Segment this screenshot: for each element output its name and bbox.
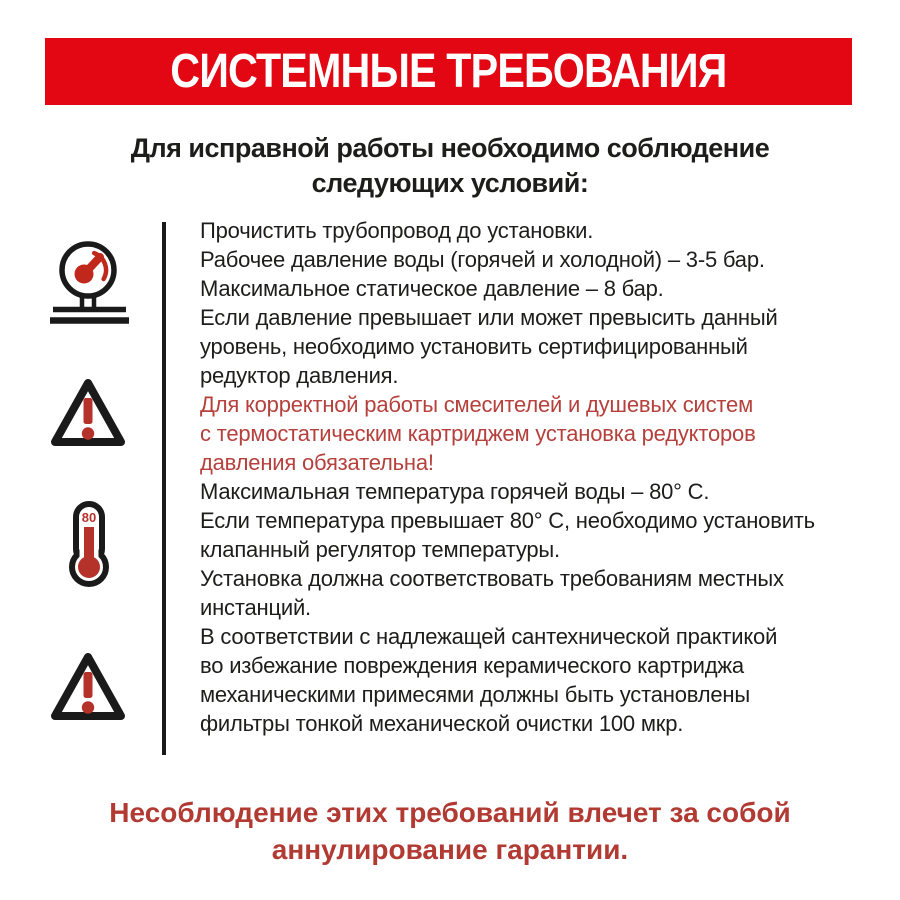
requirement-line: Рабочее давление воды (горячей и холодной) – 3-5 бар. <box>200 247 765 272</box>
requirement-line: уровень, необходимо установить сертифицированный <box>200 334 748 359</box>
requirement-line: Прочистить трубопровод до установки. <box>200 218 594 243</box>
requirement-line: редуктор давления. <box>200 363 399 388</box>
requirement-line: механическими примесями должны быть установлены <box>200 682 750 707</box>
thermometer-icon <box>68 500 110 593</box>
subtitle-line-2: следующих условий: <box>311 168 589 198</box>
requirement-line: В соответствии с надлежащей сантехнической практикой <box>200 624 778 649</box>
subtitle <box>0 131 900 201</box>
requirement-line-warning: давления обязательна! <box>200 450 434 475</box>
requirement-line-warning: с термостатическим картриджем установка редукторов <box>200 421 756 446</box>
thermometer-label: 80 <box>81 510 97 525</box>
requirements-list <box>200 216 868 738</box>
requirement-line-warning: Для корректной работы смесителей и душевых систем <box>200 392 754 417</box>
requirement-line: Если температура превышает 80° C, необходимо установить <box>200 508 815 533</box>
vertical-divider <box>162 222 166 755</box>
requirement-line: Максимальная температура горячей воды – 80° C. <box>200 479 710 504</box>
warning-triangle-icon <box>49 649 127 730</box>
requirement-line: фильтры тонкой механической очистки 100 мкр. <box>200 711 684 736</box>
warranty-warning-line-2: аннулирование гарантии. <box>271 834 629 865</box>
warranty-warning-line-1: Несоблюдение этих требований влечет за собой <box>109 797 791 828</box>
page-title: СИСТЕМНЫЕ ТРЕБОВАНИЯ <box>170 45 727 98</box>
banner <box>45 38 852 105</box>
requirement-line: во избежание повреждения керамического картриджа <box>200 653 744 678</box>
requirement-line: Если давление превышает или может превысить данный <box>200 305 778 330</box>
subtitle-line-1: Для исправной работы необходимо соблюдение <box>130 133 770 163</box>
warning-triangle-icon <box>49 375 127 456</box>
requirement-line: клапанный регулятор температуры. <box>200 537 560 562</box>
pressure-gauge-icon <box>50 241 130 330</box>
warranty-warning <box>0 794 900 868</box>
requirement-line: Установка должна соответствовать требованиям местных <box>200 566 784 591</box>
requirement-line: инстанций. <box>200 595 311 620</box>
requirement-line: Максимальное статическое давление – 8 бар. <box>200 276 664 301</box>
